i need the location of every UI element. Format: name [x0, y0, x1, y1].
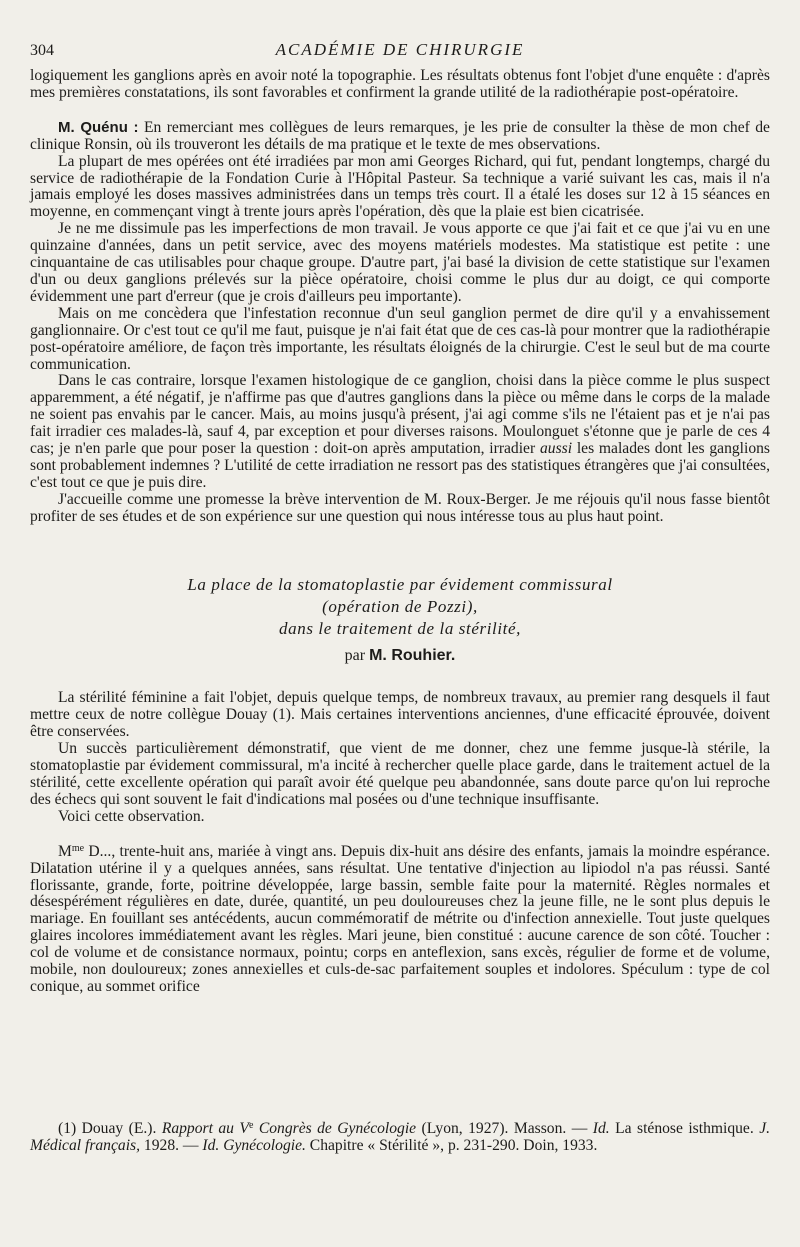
italic-text: aussi — [539, 440, 573, 458]
byline — [30, 648, 770, 665]
body-text — [30, 68, 770, 996]
superscript: me — [71, 842, 85, 854]
title-line: La place de la stomatoplastie par évidement commissural — [187, 574, 613, 594]
title-line: (opération de Pozzi), — [322, 596, 478, 616]
author-name: M. Rouhier. — [369, 646, 456, 664]
paragraph: Voici cette observation. — [58, 807, 205, 825]
paragraph: La plupart de mes opérées ont été irradiées par mon ami Georges Richard, qui fut, pendant longtemps, chargé du service de radiothérapie de la Fondation Curie à l'Hôpital Pasteur. Sa technique a varié suivant les cas, mais il n'a jamais employé les doses massives administrées dans un temps très court. Il a étalé les doses sur 12 à 15 séances en moyenne, en commençant vingt à trente jours après l'opération, dès que la plaie est bien cicatrisée. — [30, 152, 770, 221]
text-run: La sténose isthmique. — [615, 1120, 754, 1137]
speaker-name: M. Quénu : — [58, 118, 139, 136]
discussion-paragraph — [30, 120, 770, 154]
byline-prefix: par — [344, 646, 366, 664]
italic-text: J. Médical français, — [30, 1120, 771, 1154]
footnote — [30, 1120, 770, 1154]
text-run: Dans le cas contraire, lorsque l'examen histologique de ce ganglion, choisi dans la pièce comme le plus suspect apparemment, a été négatif, je n'affirme pas que d'autres ganglions dans la pièce ou même dans le corps de la malade ne soient pas envahis par le cancer. Mais, au moins jusqu'à présent, j'ai agi comme s'ils ne l'étaient pas et je n'ai pas fait irradier ces malades-là, sauf 4, par exception et pour diverses raisons. Moulonguet s'étonne que je parle de ces 4 cas; je n'en parle que pour poser la question : doit-on après amputation, irradier — [30, 372, 770, 458]
discussion-text: En remerciant mes collègues de leurs remarques, je les prie de consulter la thèse de mon chef de clinique Ronsin, où ils trouveront les détails de ma pratique et le texte de mes observations. — [30, 118, 770, 153]
title-line: dans le traitement de la stérilité, — [279, 618, 521, 638]
italic-text: Congrès de Gynécologie — [258, 1120, 417, 1137]
text-run: Chapitre « Stérilité », p. 231-290. Doin, 1933. — [309, 1137, 598, 1154]
italic-text: Rapport au V — [161, 1120, 249, 1137]
text-run: 1928. — — [143, 1137, 199, 1154]
text-run: D..., trente-huit ans, mariée à vingt ans. Depuis dix-huit ans désire des enfants, jamais la moindre espérance. Dilatation utérine il y a quelques années, sans résultat. Une tentative d'injection au lipiodol n'a pas réussi. Santé florissante, grande, forte, poitrine développée, large bassin, semble faite pour la maternité. Règles normales et désespérément régulières en date, durée, quantité, un peu douloureuses chez la jeune fille, ne le sont plus depuis le mariage. En fouillant ses antécédents, aucun commémoratif de métrite ou d'infection annexielle. Tout juste quelques glaires incolores immédiatement avant les règles. Mari jeune, bien constitué : aucune carence de son côté. Toucher : col de volume et de consistance normaux, pointu; corps en anteflexion, sans excès, régulier de forme et de volume, mobile, non douloureux; zones annexielles et culs-de-sac parfaitement souples et indolores. Spéculum : type de col conique, au sommet orifice — [30, 842, 770, 995]
intro-paragraph: logiquement les ganglions après en avoir noté la topographie. Les résultats obtenus font l'objet d'une enquête : d'après mes premières constatations, ils sont favorables et confirment la grande utilité de la radiothérapie post-opératoire. — [30, 67, 770, 101]
italic-text: Id. — [592, 1120, 610, 1137]
running-head — [30, 38, 770, 68]
article-title — [30, 574, 770, 640]
text-run: les malades dont les ganglions sont probablement indemnes ? L'utilité de cette irradiation ne ressort pas des statistiques étrangères que j'ai consultées, c'est tout ce que je puis dire. — [30, 440, 771, 491]
journal-title: ACADÉMIE DE CHIRURGIE — [275, 40, 525, 59]
paragraph: Mais on me concèdera que l'infestation reconnue d'un seul ganglion permet de dire qu'il y a envahissement ganglionnaire. Or c'est tout ce qu'il me faut, puisque je n'ai fait état que de ces cas-là pour montrer que la radiothérapie post-opératoire améliore, de façon très importante, les résultats éloignés de la chirurgie. C'est le seul but de ma courte communication. — [30, 304, 770, 373]
paragraph: Un succès particulièrement démonstratif, que vient de me donner, chez une femme jusque-là stérile, la stomatoplastie par évidement commissural, m'a incité à rechercher quelle place garde, dans le traitement actuel de la stérilité, cette excellente opération qui paraît avoir été quelque peu abandonnée, sans doute parce qu'on lui reproche des échecs qui sont souvent le fait d'indications mal posées ou d'une technique insuffisante. — [30, 740, 770, 808]
paragraph: La stérilité féminine a fait l'objet, depuis quelque temps, de nombreux travaux, au premier rang desquels il faut mettre ceux de notre collègue Douay (1). Mais certaines interventions anciennes, d'une efficacité éprouvée, doivent être conservées. — [30, 689, 770, 741]
italic-text: Id. Gynécologie. — [202, 1137, 306, 1154]
case-paragraph — [30, 844, 770, 996]
page-number: 304 — [30, 42, 54, 59]
text-run: M — [58, 842, 72, 860]
paragraph: J'accueille comme une promesse la brève intervention de M. Roux-Berger. Je me réjouis qu'il nous fasse bientôt profiter de ses études et de son expérience sur une question qui nous intéresse tous au plus haut point. — [30, 490, 770, 525]
text-run: (Lyon, 1927). Masson. — — [421, 1120, 588, 1137]
text-run: (1) Douay (E.). — [58, 1120, 157, 1137]
superscript: e — [248, 1120, 254, 1131]
paragraph — [30, 373, 770, 491]
paragraph: Je ne me dissimule pas les imperfections de mon travail. Je vous apporte ce que j'ai fait et ce que j'ai vu en une quinzaine d'années, dans un petit service, avec des moyens matériels modestes. Ma statistique est petite : une cinquantaine de cas utilisables pour chaque groupe. D'autre part, j'ai basé la division de cette statistique sur l'examen d'un ou deux ganglions prélevés sur la pièce opératoire, choisi comme le plus dur au doigt, ce qui comporte évidemment une part d'erreur (que je crois d'ailleurs peu importante). — [30, 220, 770, 305]
